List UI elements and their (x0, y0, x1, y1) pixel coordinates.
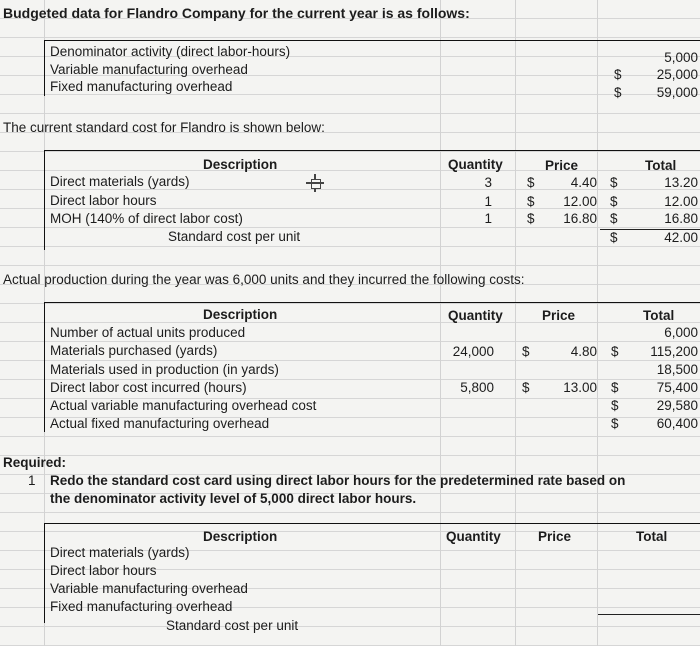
col-header-price: Price (545, 158, 579, 173)
budget-value: 5,000 (664, 50, 698, 65)
standard-row-total: 12.00 (664, 194, 698, 209)
budget-label: Fixed manufacturing overhead (50, 79, 233, 94)
standard-row-label: Direct labor hours (50, 193, 157, 208)
answer-total-label: Standard cost per unit (166, 618, 299, 633)
standard-row-total-dollar: $ (610, 194, 618, 209)
answer-row-label: Fixed manufacturing overhead (50, 599, 233, 614)
required-heading: Required: (3, 455, 67, 470)
actual-box-top (44, 302, 700, 303)
standard-box-top (44, 150, 700, 151)
col-header-description: Description (203, 307, 278, 322)
answer-row-label: Direct labor hours (50, 563, 157, 578)
cell-cursor-icon (306, 174, 324, 192)
col-header-quantity: Quantity (448, 157, 503, 172)
standard-total-dollar: $ (610, 230, 618, 245)
actual-row-total: 29,580 (656, 398, 698, 413)
budget-value: 59,000 (656, 85, 698, 100)
standard-row-label: MOH (140% of direct labor cost) (50, 211, 243, 226)
answer-total-underline (598, 614, 700, 615)
budget-dollar: $ (614, 85, 622, 100)
standard-row-total-dollar: $ (610, 175, 618, 190)
page-title: Budgeted data for Flandro Company for the current year is as follows: (3, 5, 470, 21)
actual-row-total-dollar: $ (611, 416, 619, 431)
standard-row-qty: 1 (484, 194, 492, 209)
standard-row-price: 12.00 (563, 194, 597, 209)
standard-total-value: 42.00 (664, 230, 698, 245)
column-divider (440, 0, 441, 646)
column-divider (597, 0, 598, 646)
required-text-line1: Redo the standard cost card using direct labor hours for the predetermined rate based on (50, 473, 626, 488)
answer-row-label: Variable manufacturing overhead (50, 581, 248, 596)
actual-intro: Actual production during the year was 6,000 units and they incurred the following costs: (3, 272, 525, 287)
answer-row-label: Direct materials (yards) (50, 545, 190, 560)
standard-row-price: 4.40 (570, 175, 597, 190)
actual-row-total-dollar: $ (611, 344, 619, 359)
col-header-price: Price (542, 308, 576, 323)
budget-box-left (44, 40, 45, 96)
budget-dollar: $ (614, 67, 622, 82)
col-header-description: Description (203, 157, 278, 172)
actual-row-label: Materials used in production (in yards) (50, 362, 279, 377)
standard-total-label: Standard cost per unit (168, 229, 301, 244)
col-header-description: Description (203, 529, 278, 544)
actual-row-price: 13.00 (563, 380, 597, 395)
budget-label: Variable manufacturing overhead (50, 62, 248, 77)
actual-row-total-dollar: $ (611, 398, 619, 413)
standard-box-left (44, 150, 45, 250)
actual-box-left (44, 302, 45, 432)
standard-row-total: 13.20 (664, 175, 698, 190)
actual-row-label: Materials purchased (yards) (50, 343, 218, 358)
standard-row-price-dollar: $ (527, 194, 535, 209)
actual-row-price: 4.80 (570, 344, 597, 359)
budget-label: Denominator activity (direct labor-hours) (50, 44, 291, 59)
standard-row-price: 16.80 (563, 211, 597, 226)
standard-row-price-dollar: $ (527, 175, 535, 190)
answer-box-left (44, 523, 45, 623)
standard-row-qty: 3 (484, 175, 492, 190)
actual-row-label: Direct labor cost incurred (hours) (50, 380, 247, 395)
standard-row-total-dollar: $ (610, 211, 618, 226)
standard-row-price-dollar: $ (527, 211, 535, 226)
actual-row-qty: 5,800 (460, 380, 494, 395)
actual-row-total: 6,000 (664, 325, 698, 340)
required-text-line2: the denominator activity level of 5,000 direct labor hours. (50, 491, 417, 506)
actual-row-qty: 24,000 (452, 344, 494, 359)
standard-intro: The current standard cost for Flandro is shown below: (3, 120, 325, 135)
standard-row-label: Direct materials (yards) (50, 174, 190, 189)
actual-row-label: Actual variable manufacturing overhead cost (50, 398, 317, 413)
standard-row-total: 16.80 (664, 211, 698, 226)
actual-row-total: 60,400 (656, 416, 698, 431)
actual-row-price-dollar: $ (522, 380, 530, 395)
col-header-quantity: Quantity (448, 308, 503, 323)
col-header-price: Price (538, 529, 572, 544)
actual-row-label: Number of actual units produced (50, 325, 246, 340)
standard-row-qty: 1 (484, 211, 492, 226)
col-header-quantity: Quantity (446, 529, 501, 544)
col-header-total: Total (643, 308, 675, 323)
budget-value: 25,000 (656, 67, 698, 82)
actual-row-total-dollar: $ (611, 380, 619, 395)
actual-row-price-dollar: $ (522, 344, 530, 359)
actual-row-total: 75,400 (656, 380, 698, 395)
required-number: 1 (28, 473, 36, 488)
col-header-total: Total (645, 158, 677, 173)
column-divider (515, 0, 516, 646)
actual-row-label: Actual fixed manufacturing overhead (50, 416, 270, 431)
actual-row-total: 18,500 (656, 362, 698, 377)
budget-box-top (44, 40, 700, 41)
col-header-total: Total (636, 529, 668, 544)
actual-row-total: 115,200 (650, 344, 698, 359)
answer-box-top (44, 523, 700, 524)
